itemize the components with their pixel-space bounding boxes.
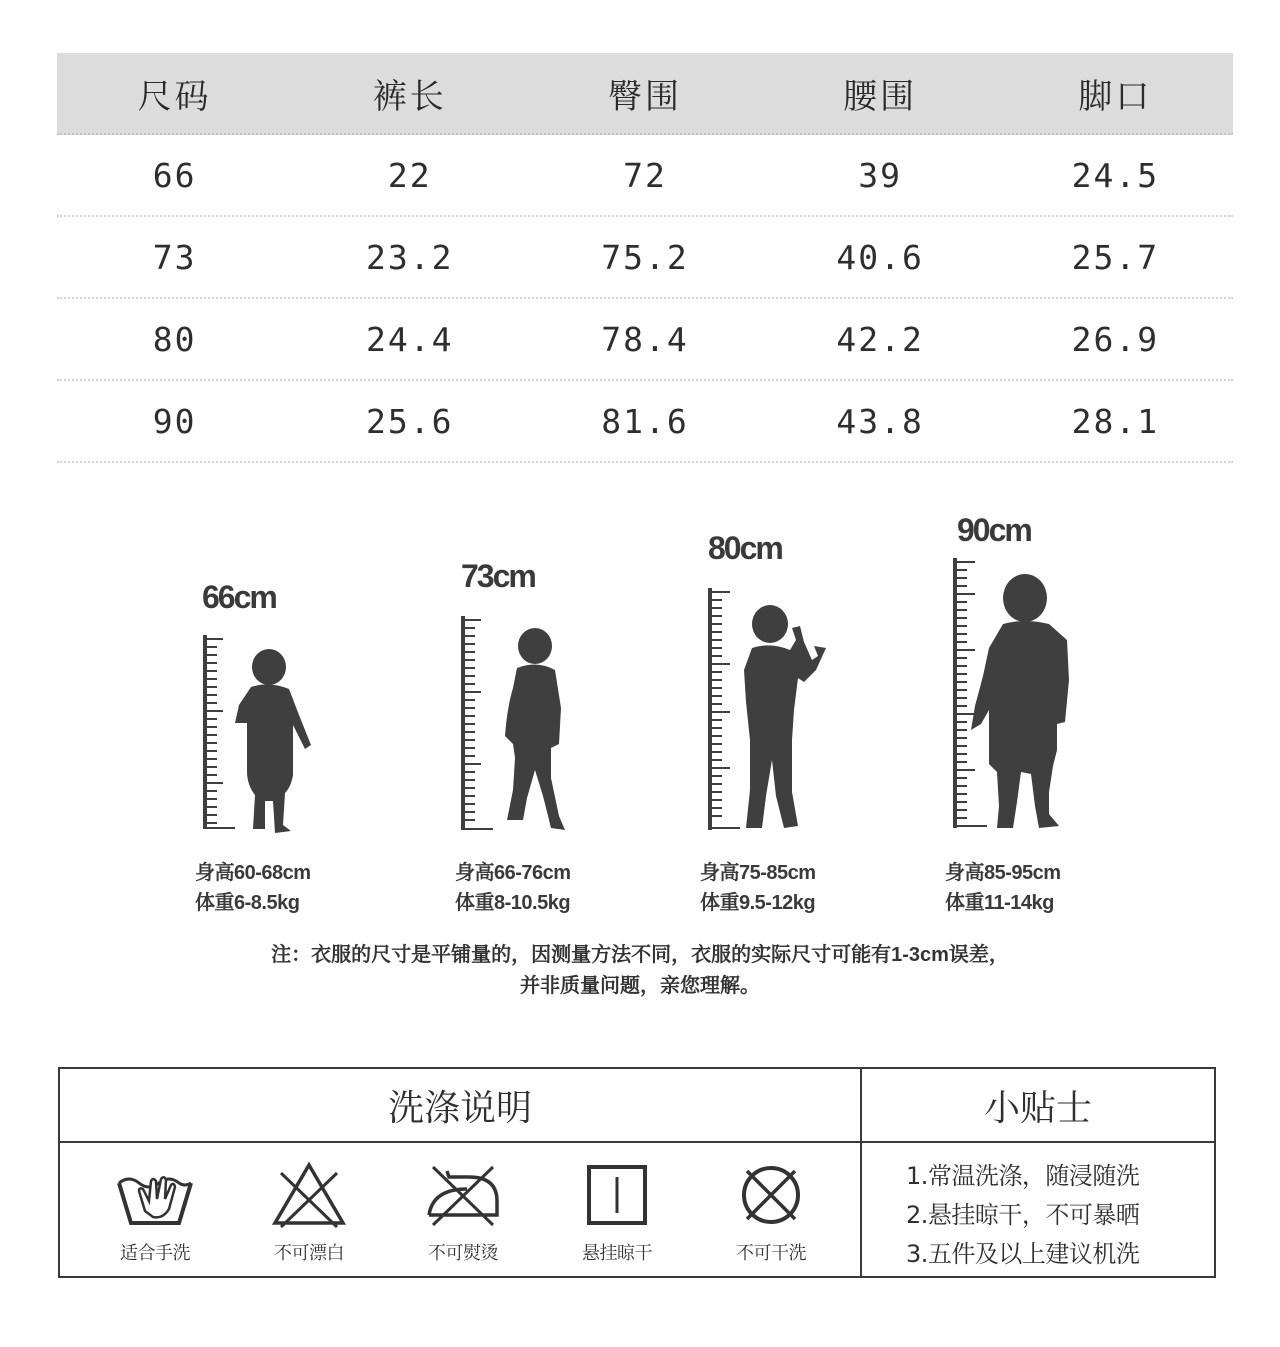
table-cell: 81.6 <box>601 401 689 441</box>
note-line-2: 并非质量问题，亲您理解。 <box>520 975 760 997</box>
figure-90cm <box>945 510 1125 920</box>
no-iron-icon <box>423 1161 503 1231</box>
figure-73cm <box>455 558 635 918</box>
header-hip: 臀围 <box>607 76 682 117</box>
figure-weight-range: 体重9.5-12kg <box>700 892 816 914</box>
table-cell: 26.9 <box>1071 319 1160 359</box>
figure-height-label: 73cm <box>461 558 535 594</box>
tip-item: 2.悬挂晾干，不可暴晒 <box>906 1201 1140 1229</box>
care-label: 不可干洗 <box>736 1243 806 1264</box>
header-size: 尺码 <box>137 76 212 117</box>
table-cell: 90 <box>152 401 197 441</box>
figure-info <box>195 858 311 918</box>
table-cell: 24.5 <box>1071 155 1160 195</box>
table-cell: 80 <box>152 319 197 359</box>
care-item-no-bleach <box>234 1161 384 1265</box>
header-leg-opening: 脚口 <box>1078 76 1153 117</box>
table-cell: 42.2 <box>836 319 924 359</box>
figure-80cm <box>700 530 880 920</box>
table-row <box>57 135 1233 217</box>
figure-height-range: 身高85-95cm <box>945 862 1061 884</box>
table-cell: 75.2 <box>601 237 689 277</box>
care-label: 适合手洗 <box>120 1243 190 1264</box>
figure-weight-range: 体重6-8.5kg <box>195 892 300 914</box>
size-table <box>57 53 1233 463</box>
table-cell: 72 <box>623 155 667 195</box>
table-row <box>57 381 1233 463</box>
figure-weight-range: 体重8-10.5kg <box>455 892 571 914</box>
height-ruler-child-silhouette-icon <box>945 510 1125 840</box>
no-dry-clean-icon <box>731 1161 811 1231</box>
tips-title: 小贴士 <box>862 1069 1214 1143</box>
table-cell: 28.1 <box>1071 401 1160 441</box>
table-cell: 43.8 <box>836 401 924 441</box>
header-pants-length: 裤长 <box>372 76 447 117</box>
figure-height-range: 身高66-76cm <box>455 862 571 884</box>
hand-wash-icon <box>115 1161 195 1231</box>
table-row <box>57 299 1233 381</box>
note-line-1: 注：衣服的尺寸是平铺量的，因测量方法不同，衣服的实际尺寸可能有1-3cm误差， <box>271 944 1009 966</box>
table-cell: 73 <box>152 237 197 277</box>
header-waist: 腰围 <box>843 76 918 117</box>
care-item-hand-wash <box>80 1161 230 1265</box>
washing-instructions-panel <box>60 1069 862 1276</box>
figure-info <box>455 858 571 918</box>
table-cell: 24.4 <box>366 319 454 359</box>
figure-height-range: 身高60-68cm <box>195 862 311 884</box>
measurement-note <box>0 940 1280 1002</box>
figure-66cm <box>195 575 375 915</box>
table-cell: 25.7 <box>1071 237 1160 277</box>
washing-title: 洗涤说明 <box>60 1069 860 1143</box>
figure-height-label: 80cm <box>708 530 782 566</box>
care-label: 不可熨烫 <box>428 1243 498 1264</box>
table-cell: 39 <box>858 155 903 195</box>
care-item-no-iron <box>388 1161 538 1265</box>
table-row <box>57 217 1233 299</box>
care-label: 不可漂白 <box>274 1243 344 1264</box>
figure-info <box>945 858 1061 918</box>
table-header-row <box>57 53 1233 135</box>
no-bleach-icon <box>269 1161 349 1231</box>
height-ruler-child-silhouette-icon <box>195 575 375 855</box>
table-cell: 66 <box>152 155 197 195</box>
care-item-hang-dry <box>542 1161 692 1265</box>
table-cell: 25.6 <box>366 401 454 441</box>
tip-item: 3.五件及以上建议机洗 <box>906 1240 1140 1268</box>
care-symbol-list <box>60 1143 860 1277</box>
table-cell: 40.6 <box>836 237 924 277</box>
care-label: 悬挂晾干 <box>582 1243 652 1264</box>
table-cell: 22 <box>387 155 432 195</box>
tip-item: 1.常温洗涤，随浸随洗 <box>906 1162 1140 1190</box>
table-cell: 78.4 <box>601 319 689 359</box>
care-item-no-dry-clean <box>696 1161 846 1265</box>
figure-height-label: 90cm <box>957 512 1031 548</box>
height-ruler-child-silhouette-icon <box>455 558 635 858</box>
table-cell: 23.2 <box>366 237 454 277</box>
tips-list <box>906 1157 1139 1274</box>
tips-panel <box>862 1069 1214 1276</box>
figure-weight-range: 体重11-14kg <box>945 892 1054 914</box>
height-ruler-child-silhouette-icon <box>700 530 880 850</box>
figure-height-range: 身高75-85cm <box>700 862 816 884</box>
figure-info <box>700 858 816 918</box>
care-instructions-box <box>58 1067 1216 1278</box>
figure-height-label: 66cm <box>202 579 276 615</box>
hang-dry-icon <box>577 1161 657 1231</box>
